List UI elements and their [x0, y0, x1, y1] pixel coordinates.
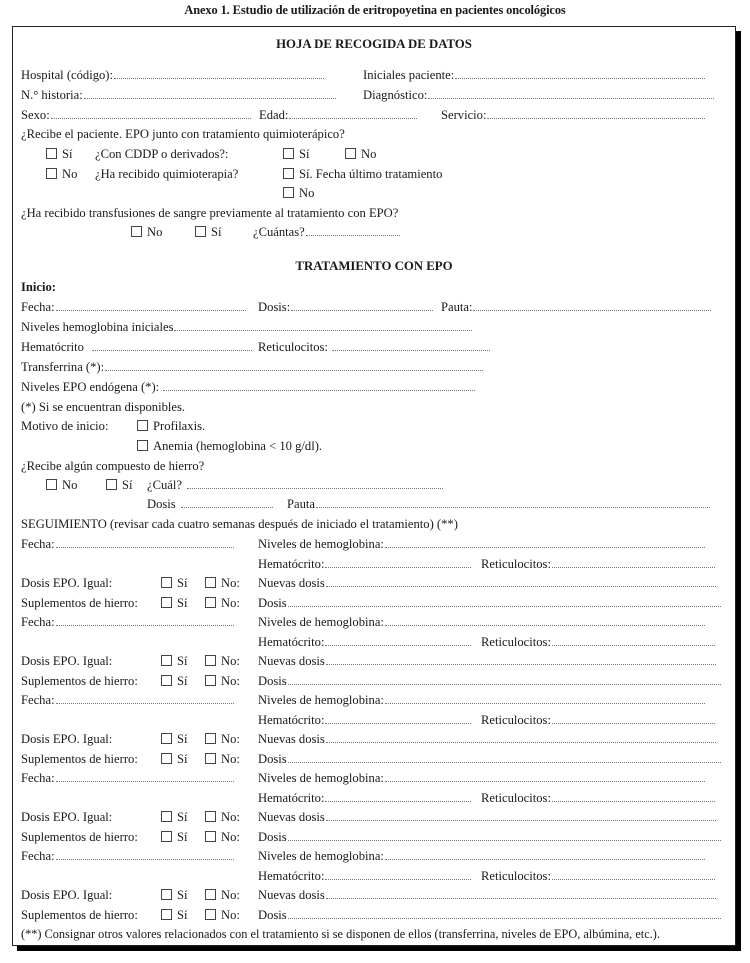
fu-hemoglobina-input[interactable] [385, 849, 705, 860]
checkbox-icon[interactable] [205, 811, 216, 822]
motivo-label: Motivo de inicio: [21, 419, 109, 433]
fu-hematocrito-input[interactable] [325, 635, 471, 646]
checkbox-icon[interactable] [161, 675, 172, 686]
checkbox-icon[interactable] [46, 148, 57, 159]
fu-reticulocitos-field[interactable]: Reticulocitos: [481, 790, 715, 806]
fu-dosis-epo-label: Dosis EPO. Igual: [21, 732, 113, 746]
motivo-profilaxis-option[interactable]: Profilaxis. [137, 418, 205, 434]
reticulocitos-inicial-field[interactable]: Reticulocitos: [258, 339, 490, 355]
cddp-question: ¿Con CDDP o derivados?: [95, 147, 229, 161]
fu-dosis-epo-si-option[interactable]: Sí [161, 809, 188, 825]
hierro-dosis-input[interactable] [181, 497, 273, 508]
fu-fecha-field[interactable]: Fecha: [21, 692, 234, 708]
fu-suplementos-label: Suplementos de hierro: [21, 595, 138, 610]
treatment-title: TRATAMIENTO CON EPO [295, 259, 453, 273]
fu-dosis-epo-si-option[interactable]: Sí [161, 731, 188, 747]
fu-fecha-field[interactable]: Fecha: [21, 770, 234, 786]
transfusiones-si-option[interactable]: Sí [195, 224, 222, 240]
hierro-dosis-field[interactable]: Dosis [147, 496, 273, 512]
fu-reticulocitos-field[interactable]: Reticulocitos: [481, 556, 715, 572]
fu-dosis-input[interactable] [288, 752, 721, 763]
checkbox-icon[interactable] [283, 168, 294, 179]
fu-dosis-epo-si-option[interactable]: Sí [161, 887, 188, 903]
transferrina-field[interactable]: Transferrina (*): [21, 359, 483, 375]
hierro-si-option[interactable]: Sí [106, 477, 133, 493]
fu-dosis-field[interactable]: Dosis [258, 673, 721, 689]
inicio-fecha-field[interactable]: Fecha: [21, 299, 246, 315]
sexo-field[interactable]: Sexo: [21, 107, 251, 123]
inicio-heading: Inicio: [21, 280, 56, 294]
fu-dosis-epo-label: Dosis EPO. Igual: [21, 576, 113, 590]
fu-suplementos-no-option[interactable]: No: [205, 751, 240, 767]
quimio-question: ¿Ha recibido quimioterapia? [95, 167, 239, 181]
checkbox-icon[interactable] [161, 597, 172, 608]
epo-endogena-field[interactable]: Niveles EPO endógena (*): [21, 379, 475, 395]
fu-suplementos-si-option[interactable]: Sí [161, 673, 188, 689]
checkbox-icon[interactable] [137, 440, 148, 451]
transfusiones-question: ¿Ha recibido transfusiones de sangre previamente al tratamiento con EPO? [21, 206, 399, 220]
hierro-cual-input[interactable] [187, 478, 443, 489]
inicio-footnote: (*) Si se encuentran disponibles. [21, 400, 186, 414]
edad-input[interactable] [289, 108, 417, 119]
motivo-anemia-option[interactable]: Anemia (hemoglobina < 10 g/dl). [137, 438, 322, 454]
fu-nuevas-dosis-input[interactable] [326, 810, 716, 821]
fu-fecha-field[interactable]: Fecha: [21, 614, 234, 630]
seguimiento-heading: SEGUIMIENTO (revisar cada cuatro semanas después de iniciado el tratamiento) (**) [21, 517, 458, 531]
fu-suplementos-si-option[interactable]: Sí [161, 907, 188, 923]
fu-dosis-epo-no-option[interactable]: No: [205, 887, 240, 903]
fu-nuevas-dosis-input[interactable] [326, 888, 716, 899]
checkbox-icon[interactable] [161, 831, 172, 842]
fu-reticulocitos-input[interactable] [552, 869, 715, 880]
inicio-fecha-input[interactable] [56, 300, 246, 311]
hematocrito-inicial-field[interactable]: Hematócrito [21, 339, 252, 355]
checkbox-icon[interactable] [161, 889, 172, 900]
checkbox-icon[interactable] [161, 909, 172, 920]
inicio-pauta-input[interactable] [473, 300, 711, 311]
reticulocitos-inicial-input[interactable] [332, 340, 490, 351]
fu-hemoglobina-input[interactable] [385, 537, 705, 548]
fu-hematocrito-field[interactable]: Hematócrito: [258, 790, 471, 806]
cuantas-field[interactable]: ¿Cuántas? [253, 224, 400, 240]
servicio-field[interactable]: Servicio: [441, 107, 705, 123]
checkbox-icon[interactable] [205, 655, 216, 666]
fu-reticulocitos-input[interactable] [552, 557, 715, 568]
fu-hemoglobina-input[interactable] [385, 615, 705, 626]
fu-hematocrito-input[interactable] [325, 791, 471, 802]
fu-dosis-field[interactable]: Dosis [258, 829, 721, 845]
fu-nuevas-dosis-input[interactable] [326, 732, 716, 743]
transfusiones-no-option[interactable]: No [131, 224, 162, 240]
hematocrito-inicial-input[interactable] [92, 340, 252, 351]
fu-nuevas-dosis-field[interactable]: Nuevas dosis [258, 575, 716, 591]
historia-input[interactable] [84, 88, 336, 99]
fu-hemoglobina-field[interactable]: Niveles de hemoglobina: [258, 536, 705, 552]
fu-dosis-field[interactable]: Dosis [258, 751, 721, 767]
fu-nuevas-dosis-field[interactable]: Nuevas dosis [258, 731, 716, 747]
fu-dosis-epo-no-option[interactable]: No: [205, 575, 240, 591]
quimio-no-option[interactable]: No [283, 185, 314, 201]
hemoglobina-inicial-field[interactable]: Niveles hemoglobina iniciales [21, 319, 472, 335]
checkbox-icon[interactable] [161, 577, 172, 588]
checkbox-icon[interactable] [161, 811, 172, 822]
fu-reticulocitos-field[interactable]: Reticulocitos: [481, 634, 715, 650]
fu-fecha-input[interactable] [56, 771, 234, 782]
checkbox-icon[interactable] [106, 479, 117, 490]
checkbox-icon[interactable] [205, 733, 216, 744]
fu-nuevas-dosis-field[interactable]: Nuevas dosis [258, 809, 716, 825]
fu-reticulocitos-field[interactable]: Reticulocitos: [481, 712, 715, 728]
cddp-no-option[interactable]: No [345, 146, 376, 162]
fu-dosis-epo-no-option[interactable]: No: [205, 731, 240, 747]
fu-fecha-input[interactable] [56, 615, 234, 626]
hospital-input[interactable] [114, 68, 324, 79]
diagnostico-field[interactable]: Diagnóstico: [363, 87, 714, 103]
checkbox-icon[interactable] [205, 675, 216, 686]
fu-hemoglobina-field[interactable]: Niveles de hemoglobina: [258, 848, 705, 864]
diagnostico-input[interactable] [428, 88, 714, 99]
checkbox-icon[interactable] [131, 226, 142, 237]
fu-dosis-field[interactable]: Dosis [258, 595, 721, 611]
checkbox-icon[interactable] [205, 577, 216, 588]
fu-reticulocitos-input[interactable] [552, 713, 715, 724]
fu-hemoglobina-input[interactable] [385, 693, 705, 704]
fu-dosis-input[interactable] [288, 908, 721, 919]
fu-fecha-field[interactable]: Fecha: [21, 536, 234, 552]
annex-title: Anexo 1. Estudio de utilización de eritropoyetina en pacientes oncológicos [184, 3, 566, 17]
checkbox-icon[interactable] [161, 655, 172, 666]
hospital-field[interactable]: Hospital (código): [21, 67, 324, 83]
fu-dosis-epo-no-option[interactable]: No: [205, 653, 240, 669]
fu-dosis-input[interactable] [288, 674, 721, 685]
fu-fecha-input[interactable] [56, 537, 234, 548]
fu-dosis-input[interactable] [288, 830, 721, 841]
fu-hematocrito-field[interactable]: Hematócrito: [258, 712, 471, 728]
checkbox-icon[interactable] [205, 753, 216, 764]
fu-dosis-epo-si-option[interactable]: Sí [161, 653, 188, 669]
fu-suplementos-si-option[interactable]: Sí [161, 829, 188, 845]
fu-hematocrito-input[interactable] [325, 869, 471, 880]
fu-hemoglobina-field[interactable]: Niveles de hemoglobina: [258, 614, 705, 630]
hierro-cual-field[interactable]: ¿Cuál? [147, 477, 443, 493]
inicio-pauta-field[interactable]: Pauta: [441, 299, 711, 315]
checkbox-icon[interactable] [283, 187, 294, 198]
inicio-dosis-input[interactable] [291, 300, 433, 311]
fu-suplementos-no-option[interactable]: No: [205, 595, 240, 611]
fu-suplementos-si-option[interactable]: Sí [161, 751, 188, 767]
checkbox-icon[interactable] [161, 753, 172, 764]
checkbox-icon[interactable] [283, 148, 294, 159]
fu-suplementos-no-option[interactable]: No: [205, 907, 240, 923]
servicio-input[interactable] [487, 108, 705, 119]
checkbox-icon[interactable] [46, 168, 57, 179]
fu-nuevas-dosis-field[interactable]: Nuevas dosis [258, 887, 716, 903]
fu-suplementos-label: Suplementos de hierro: [21, 673, 138, 688]
fu-fecha-field[interactable]: Fecha: [21, 848, 234, 864]
fu-suplementos-no-option[interactable]: No: [205, 673, 240, 689]
checkbox-icon[interactable] [205, 889, 216, 900]
historia-field[interactable]: N.° historia: [21, 87, 336, 103]
fu-hemoglobina-field[interactable]: Niveles de hemoglobina: [258, 692, 705, 708]
fu-suplementos-si-option[interactable]: Sí [161, 595, 188, 611]
fu-hematocrito-input[interactable] [325, 557, 471, 568]
fu-fecha-input[interactable] [56, 693, 234, 704]
checkbox-icon[interactable] [205, 831, 216, 842]
checkbox-icon[interactable] [195, 226, 206, 237]
checkbox-icon[interactable] [161, 733, 172, 744]
fu-hematocrito-field[interactable]: Hematócrito: [258, 556, 471, 572]
transferrina-input[interactable] [105, 360, 483, 371]
fu-hemoglobina-input[interactable] [385, 771, 705, 782]
seguimiento-footnote: (**) Consignar otros valores relacionados con el tratamiento si se disponen de ellos (transferrina, niveles de EPO, albúmina, etc.). [21, 927, 660, 941]
inicio-dosis-field[interactable]: Dosis: [258, 299, 433, 315]
fu-suplementos-label: Suplementos de hierro: [21, 907, 138, 922]
fu-dosis-input[interactable] [288, 596, 721, 607]
fu-dosis-epo-label: Dosis EPO. Igual: [21, 654, 113, 668]
quimio-si-option[interactable]: Sí. Fecha último tratamiento [283, 166, 442, 182]
fu-suplementos-label: Suplementos de hierro: [21, 751, 138, 766]
fu-nuevas-dosis-input[interactable] [326, 654, 716, 665]
hierro-no-option[interactable]: No [46, 477, 77, 493]
fu-dosis-epo-label: Dosis EPO. Igual: [21, 810, 113, 824]
hierro-pauta-input[interactable] [316, 497, 710, 508]
edad-field[interactable]: Edad: [259, 107, 417, 123]
iniciales-field[interactable]: Iniciales paciente: [363, 67, 705, 83]
hierro-pauta-field[interactable]: Pauta [287, 496, 710, 512]
sexo-input[interactable] [51, 108, 251, 119]
fu-dosis-epo-si-option[interactable]: Sí [161, 575, 188, 591]
fu-dosis-epo-no-option[interactable]: No: [205, 809, 240, 825]
form-title: HOJA DE RECOGIDA DE DATOS [276, 37, 472, 51]
epo-quimio-si-option[interactable]: Sí [46, 146, 73, 162]
checkbox-icon[interactable] [137, 420, 148, 431]
epo-endogena-input[interactable] [163, 380, 475, 391]
cuantas-input[interactable] [306, 225, 400, 236]
fu-hematocrito-input[interactable] [325, 713, 471, 724]
fu-suplementos-label: Suplementos de hierro: [21, 829, 138, 844]
fu-reticulocitos-field[interactable]: Reticulocitos: [481, 868, 715, 884]
fu-hematocrito-field[interactable]: Hematócrito: [258, 868, 471, 884]
fu-suplementos-no-option[interactable]: No: [205, 829, 240, 845]
data-collection-form [12, 26, 736, 946]
cddp-si-option[interactable]: Sí [283, 146, 310, 162]
checkbox-icon[interactable] [345, 148, 356, 159]
fu-reticulocitos-input[interactable] [552, 791, 715, 802]
fu-dosis-field[interactable]: Dosis [258, 907, 721, 923]
checkbox-icon[interactable] [205, 597, 216, 608]
checkbox-icon[interactable] [46, 479, 57, 490]
hemoglobina-inicial-input[interactable] [174, 320, 472, 331]
fu-fecha-input[interactable] [56, 849, 234, 860]
fu-hematocrito-field[interactable]: Hematócrito: [258, 634, 471, 650]
iniciales-input[interactable] [455, 68, 705, 79]
epo-quimio-no-option[interactable]: No [46, 166, 77, 182]
checkbox-icon[interactable] [205, 909, 216, 920]
fu-hemoglobina-field[interactable]: Niveles de hemoglobina: [258, 770, 705, 786]
epo-quimio-question: ¿Recibe el paciente. EPO junto con tratamiento quimioterápico? [21, 127, 345, 141]
hierro-question: ¿Recibe algún compuesto de hierro? [21, 459, 205, 473]
fu-nuevas-dosis-input[interactable] [326, 576, 716, 587]
fu-dosis-epo-label: Dosis EPO. Igual: [21, 888, 113, 902]
fu-nuevas-dosis-field[interactable]: Nuevas dosis [258, 653, 716, 669]
fu-reticulocitos-input[interactable] [552, 635, 715, 646]
